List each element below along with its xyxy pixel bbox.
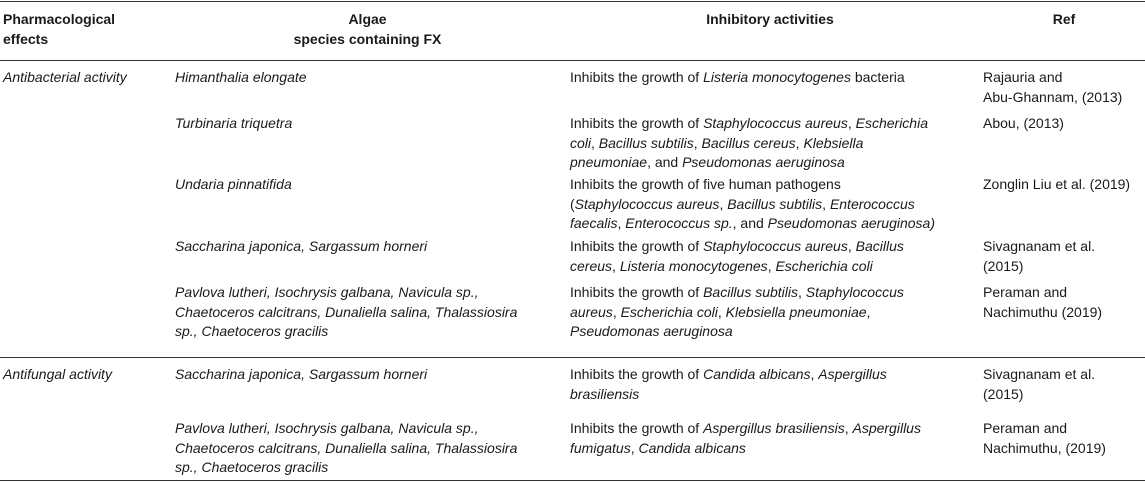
ref-line: Sivagnanam et al. (983, 238, 1096, 254)
activity-text: Inhibits the growth of (570, 115, 704, 131)
row-effect: Antifungal activity (3, 366, 112, 382)
species-line: Saccharina japonica, Sargassum horneri (175, 238, 428, 254)
activity-text: Inhibits the growth of (570, 420, 704, 436)
ref-line: (2015) (983, 257, 1024, 274)
row-activity (570, 419, 970, 458)
activity-text: Inhibits the growth of (570, 69, 704, 85)
row-activity (570, 114, 970, 173)
activity-text: , (822, 195, 830, 212)
organism-name: Pseudomonas aeruginosa (682, 154, 845, 170)
activity-text: , (767, 257, 776, 274)
organism-name: brasiliensis (570, 385, 640, 402)
organism-name: Staphylococcus aureus (703, 238, 848, 254)
organism-name: Aspergillus brasiliensis (703, 420, 845, 436)
activity-text: , (617, 215, 626, 231)
organism-name: faecalis (570, 215, 618, 231)
activity-line (570, 439, 970, 459)
row-activity (570, 283, 970, 342)
row-species (175, 283, 560, 342)
species-line: sp., Chaetoceros gracilis (175, 323, 329, 339)
activity-line (570, 322, 970, 342)
row-activity (570, 175, 970, 234)
activity-text: bacteria (850, 69, 905, 85)
ref-line: Nachimuthu (2019) (983, 303, 1103, 320)
row-ref (983, 175, 1145, 195)
activity-line (570, 303, 970, 323)
row-species (175, 237, 560, 257)
ref-line: Zonglin Liu et al. (2019) (983, 176, 1131, 192)
row-activity (570, 237, 970, 276)
row-species (175, 419, 560, 478)
header-col2-line1: Algae (348, 11, 387, 27)
header-col1-line2: effects (3, 30, 49, 47)
row-effect: Antibacterial activity (3, 69, 127, 85)
organism-name: Klebsiella (803, 134, 864, 151)
organism-name: Candida albicans (638, 439, 746, 456)
activity-line (570, 237, 970, 257)
activity-text: ( (570, 195, 575, 212)
section-divider-rule (0, 357, 1145, 358)
organism-name: Enterococcus (829, 195, 915, 212)
activity-line (570, 214, 970, 234)
ref-line: Abou, (2013) (983, 115, 1064, 131)
header-col2-line2: species containing FX (293, 30, 442, 47)
species-line: Turbinaria triquetra (175, 115, 293, 131)
activity-line (570, 257, 970, 277)
row-ref (983, 365, 1145, 404)
row-ref (983, 68, 1145, 107)
organism-name: Listeria monocytogenes (619, 257, 768, 274)
activity-text: , and (732, 215, 768, 231)
row-activity (570, 365, 970, 404)
organism-name: Staphylococcus aureus (574, 195, 720, 212)
organism-name: Aspergillus (818, 366, 887, 382)
activity-text: , (612, 257, 620, 274)
activity-line (570, 68, 970, 88)
organism-name: Bacillus subtilis (598, 134, 694, 151)
row-species (175, 365, 560, 385)
organism-name: aureus (570, 303, 613, 320)
row-ref (983, 114, 1145, 134)
ref-line: Nachimuthu, (2019) (983, 439, 1106, 456)
organism-name: Staphylococcus aureus (703, 115, 848, 131)
activity-line (570, 195, 970, 215)
activity-text: , (798, 284, 806, 300)
header-algae-species (175, 10, 560, 49)
organism-name: Bacillus cereus (701, 134, 796, 151)
activity-line (570, 175, 970, 195)
activity-text: Inhibits the growth of (570, 366, 704, 382)
ref-line: Abu-Ghannam, (2013) (983, 88, 1123, 105)
header-rule (0, 60, 1145, 61)
activity-text: , and (647, 154, 683, 170)
row-ref (983, 283, 1145, 322)
activity-text: , (795, 134, 804, 151)
organism-name: Pseudomonas aeruginosa (570, 323, 733, 339)
row-species (175, 114, 560, 134)
organism-name: fumigatus (570, 439, 631, 456)
species-line: Chaetoceros calcitrans, Dunaliella salina, Thalassiosira (175, 439, 518, 456)
row-ref (983, 419, 1145, 458)
organism-name: Bacillus subtilis (727, 195, 823, 212)
bottom-rule (0, 480, 1145, 481)
species-line: Chaetoceros calcitrans, Dunaliella salina, Thalassiosira (175, 303, 518, 320)
activity-text: Inhibits the growth of five human pathogens (570, 176, 841, 192)
organism-name: Staphylococcus (805, 284, 904, 300)
header-pharmacological-effects (3, 10, 163, 49)
header-inhibitory-activities: Inhibitory activities (706, 11, 834, 27)
activity-text: , (810, 366, 819, 382)
activity-line (570, 419, 970, 439)
activity-line (570, 385, 970, 405)
organism-name: Bacillus (855, 238, 904, 254)
organism-name: Enterococcus sp. (625, 215, 733, 231)
activity-line (570, 283, 970, 303)
organism-name: Listeria monocytogenes (703, 69, 851, 85)
ref-line: Rajauria and (983, 69, 1063, 85)
activity-text: , (717, 303, 726, 320)
activity-text: Inhibits the growth of (570, 284, 704, 300)
organism-name: Bacillus subtilis (703, 284, 799, 300)
row-species (175, 68, 560, 88)
species-line: Pavlova lutheri, Isochrysis galbana, Navicula sp., (175, 420, 479, 436)
organism-name: coli (570, 134, 592, 151)
activity-line (570, 134, 970, 154)
activity-text: , (693, 134, 702, 151)
organism-name: Pseudomonas aeruginosa) (767, 215, 936, 231)
species-line: Undaria pinnatifida (175, 176, 292, 192)
row-activity (570, 68, 970, 88)
organism-name: Escherichia coli (775, 257, 873, 274)
species-line: Pavlova lutheri, Isochrysis galbana, Navicula sp., (175, 284, 479, 300)
row-ref (983, 237, 1145, 276)
activity-text: , (847, 115, 856, 131)
activity-line (570, 365, 970, 385)
row-species (175, 175, 560, 195)
activity-text: , (630, 439, 639, 456)
activity-line (570, 153, 970, 173)
ref-line: (2015) (983, 385, 1024, 402)
organism-name: cereus (570, 257, 613, 274)
activity-text: , (719, 195, 728, 212)
activity-text: , (866, 303, 871, 320)
header-ref: Ref (1052, 11, 1076, 27)
activity-text: Inhibits the growth of (570, 238, 704, 254)
activity-text: , (612, 303, 621, 320)
ref-line: Peraman and (983, 284, 1068, 300)
species-line: Saccharina japonica, Sargassum horneri (175, 366, 428, 382)
activity-line (570, 114, 970, 134)
activity-text: , (591, 134, 599, 151)
ref-line: Sivagnanam et al. (983, 366, 1096, 382)
species-line: Himanthalia elongate (175, 69, 307, 85)
species-line: sp., Chaetoceros gracilis (175, 459, 329, 475)
top-rule (0, 1, 1145, 2)
header-col1-line1: Pharmacological (3, 11, 116, 27)
activity-text: , (847, 238, 856, 254)
organism-name: Klebsiella pneumoniae (725, 303, 867, 320)
organism-name: Candida albicans (703, 366, 811, 382)
organism-name: Aspergillus (852, 420, 921, 436)
organism-name: Escherichia (855, 115, 928, 131)
organism-name: pneumoniae (570, 154, 648, 170)
activity-text: , (844, 420, 853, 436)
organism-name: Escherichia coli (620, 303, 718, 320)
ref-line: Peraman and (983, 420, 1068, 436)
